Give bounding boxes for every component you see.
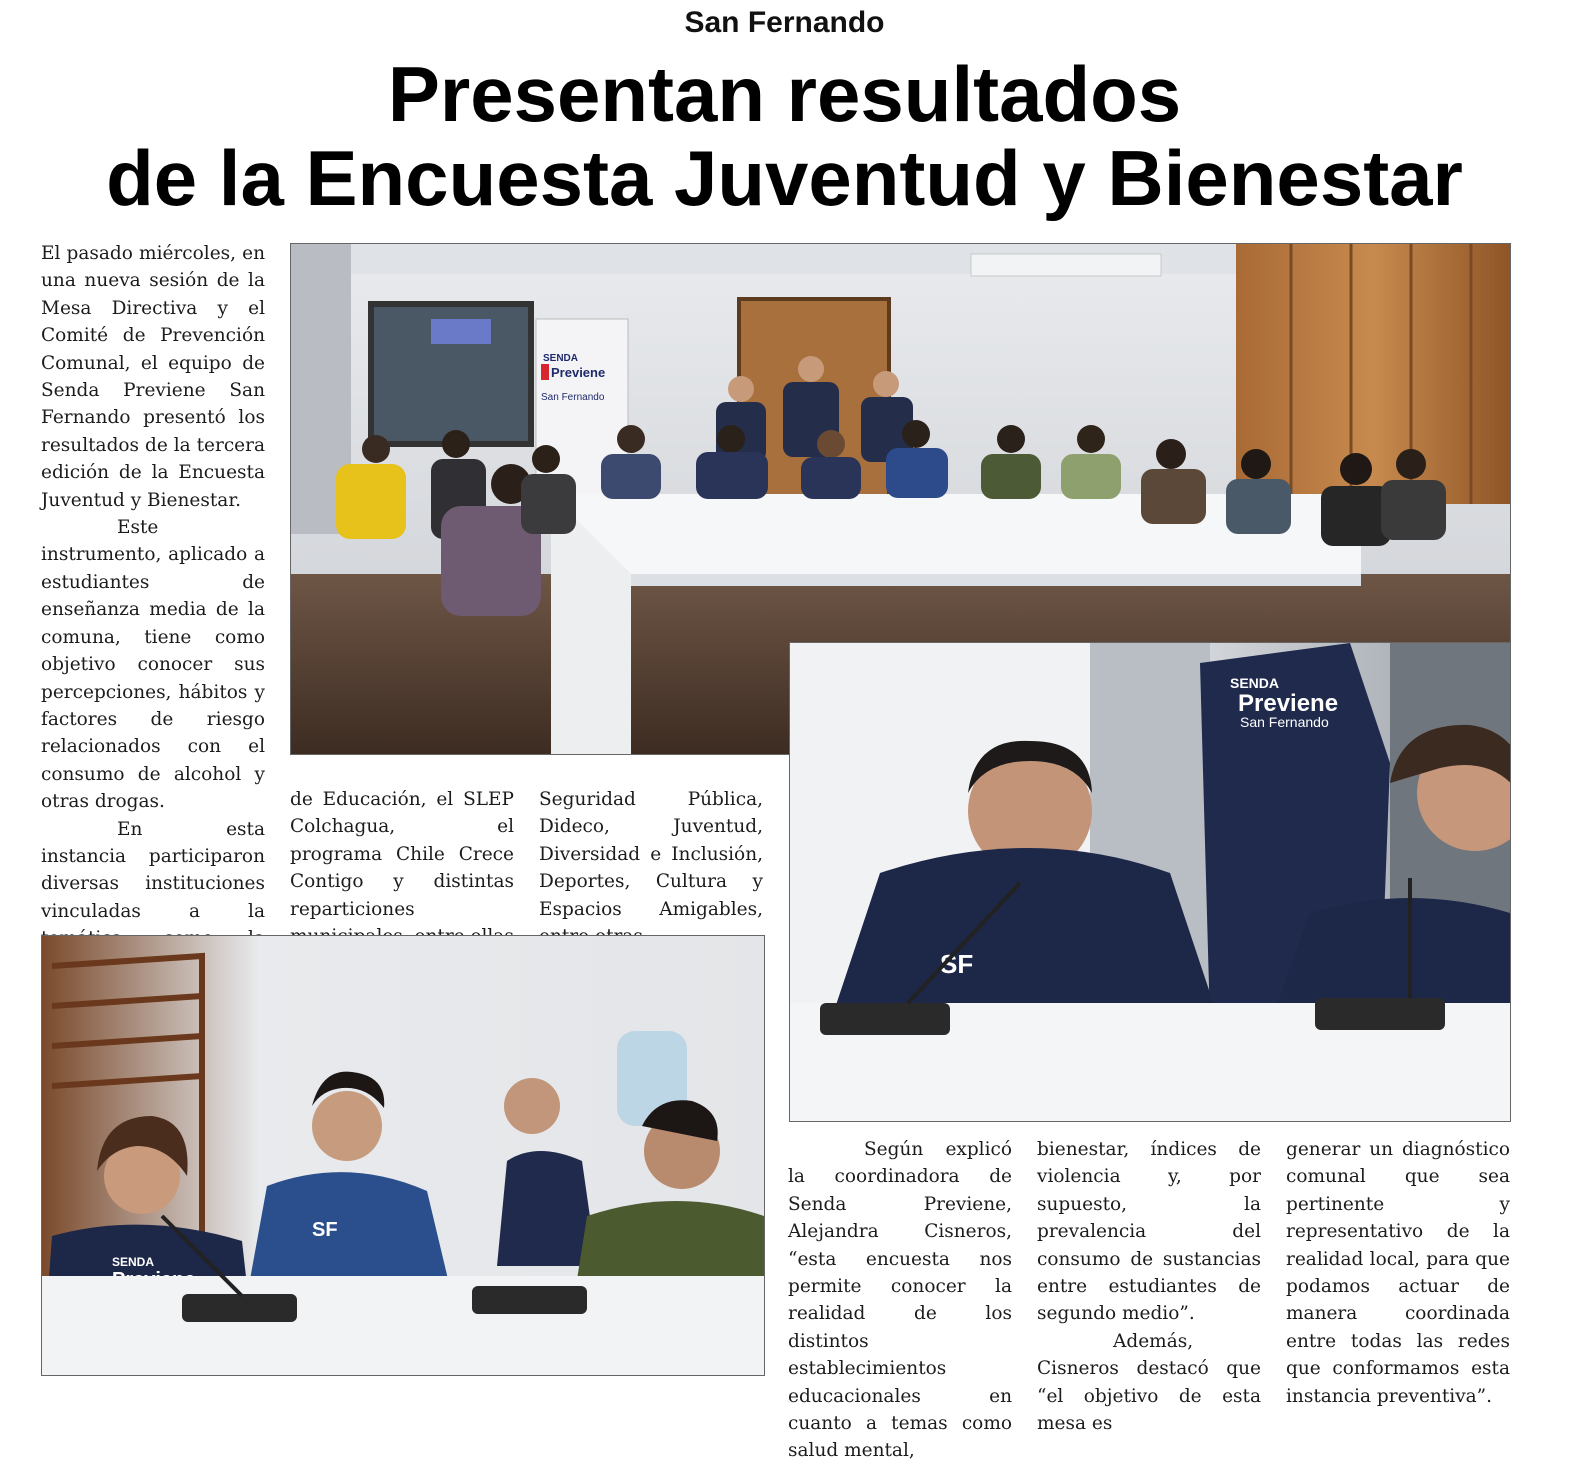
article-column-6: [1286, 1136, 1510, 1410]
article-paragraph: Además, Cisneros destacó que “el objetivo de esta mesa es: [1037, 1330, 1261, 1435]
banner-city-text: San Fernando: [541, 392, 605, 403]
article-column-2: [290, 786, 514, 950]
article-column-1: [41, 240, 265, 980]
article-paragraph: Este instrumento, aplicado a estudiantes de enseñanza media de la comuna, tiene como objetivo conocer sus percepciones, hábitos y factores de riesgo relacionados con el consumo de alcohol y otras drogas.: [41, 517, 265, 813]
article-paragraph: Según explicó la coordinadora de Senda Previene, Alejandra Cisneros, “esta encuesta nos permite conocer la realidad de los distintos establecimientos educacionales en cuanto a temas como salud mental,: [788, 1139, 1012, 1462]
closeup-speakers-photo: [789, 642, 1511, 1122]
headline-line-2: de la Encuesta Juventud y Bienestar: [106, 134, 1463, 222]
shirt-city-text: San Fernando: [1240, 714, 1329, 730]
headline-line-1: Presentan resultados: [387, 50, 1182, 138]
article-paragraph: En esta instancia participaron diversas instituciones vinculadas a la: [41, 818, 265, 922]
shirt-name-text: Previene: [1238, 690, 1339, 717]
shirt-brand-text: SENDA: [112, 1255, 155, 1269]
article-column-4: [788, 1136, 1012, 1465]
badge-text: SF: [312, 1219, 338, 1241]
banner-name-text: Previene: [551, 365, 606, 380]
article-paragraph: bienestar, índices de violencia y, por supuesto, la prevalencia del consumo de sustancias entre estudiantes de segundo medio”.: [1037, 1139, 1261, 1325]
shirt-brand-text: SENDA: [1230, 675, 1280, 691]
banner-brand-text: SENDA: [543, 353, 579, 364]
officials-at-table-photo: [41, 935, 765, 1376]
article-paragraph: generar un diagnóstico comunal que sea pertinente y representativo de la realidad local, para que podamos actuar de manera coordinada entre todas las redes que conformamos esta instancia preventiva”.: [1286, 1139, 1510, 1407]
article-column-3: [539, 786, 763, 950]
article-paragraph: de Educación, el SLEP Colchagua, el programa Chile Crece Contigo y distintas reparticiones: [290, 789, 514, 920]
article-column-5: [1037, 1136, 1261, 1437]
article-paragraph: El pasado miércoles, en una nueva sesión de la Mesa Directiva y el Comité de Prevención Comunal, el equipo de Senda Previene San Fernando presentó los resultados de la tercera edición de la Encuesta Juventud y Bienestar.: [41, 243, 265, 511]
section-label: San Fernando: [684, 6, 885, 39]
article-paragraph: Seguridad Pública, Dideco, Juventud, Diversidad e Inclusión, Deportes, Cultura y Espacios Amigables,: [539, 789, 763, 920]
badge-text: SF: [940, 949, 974, 979]
